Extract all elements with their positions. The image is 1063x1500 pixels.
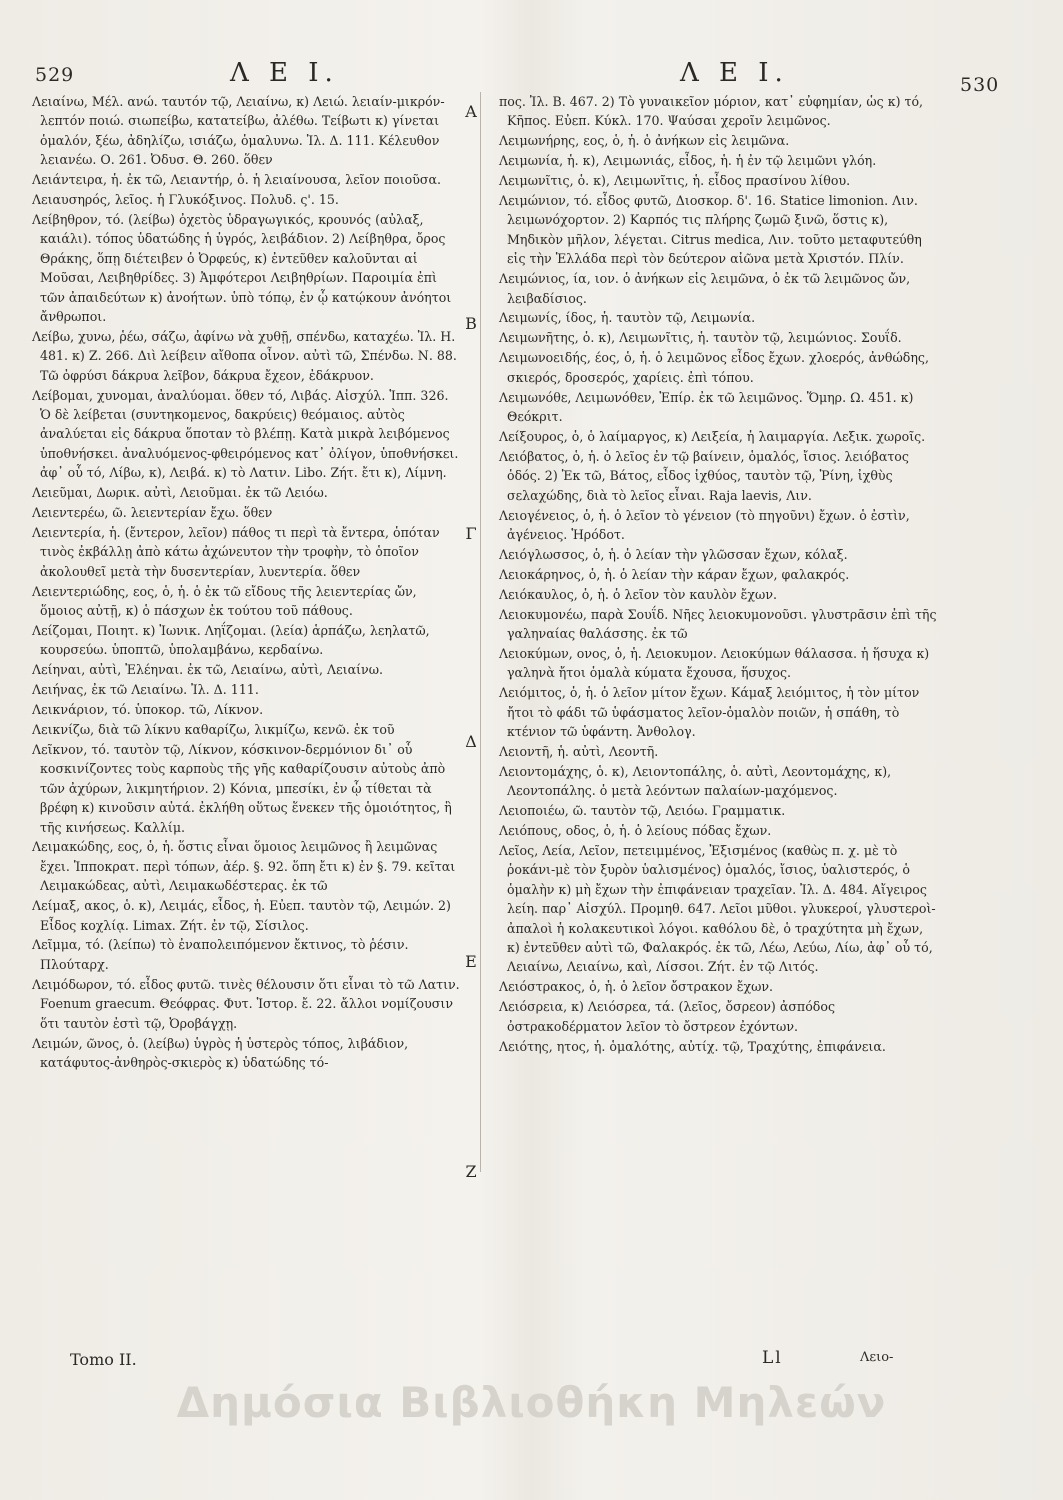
margin-letter: Α bbox=[465, 102, 477, 121]
dictionary-entry: Λειόπους, οδος, ὁ, ἡ. ὁ λείους πόδας ἔχων. bbox=[499, 823, 772, 839]
dictionary-entry: Λειόγλωσσος, ὁ, ἡ. ὁ λείαν τὴν γλῶσσαν ἔχων, κόλαξ. bbox=[499, 546, 848, 562]
dictionary-entry: Λεῖκνον, τό. ταυτὸν τῷ, Λίκνον, κόσκινον-δερμόνιον δι᾽ οὗ κοσκινίζοντες τοὺς καρποὺς τῆς γῆς καθαρίζουσιν αὐτοὺς ἀπὸ τῶν ἀχύρων, λικμητήριον. 2) Κόνια, μπεσίκι, ἐν ᾧ τίθεται τὰ βρέφη κ) κινοῦσιν αὐτά. ἐκλήθη οὕτως ἕνεκεν τῆς ὁμοιότητος, ἣ τῆς κινήσεως. Καλλίμ. bbox=[32, 741, 452, 835]
dictionary-entry: Λειόκαυλος, ὁ, ἡ. ὁ λεῖον τὸν καυλὸν ἔχων. bbox=[499, 586, 777, 602]
dictionary-entry: Λειμώνιος, ία, ιον. ὁ ἀνήκων εἰς λειμῶνα, ὁ ἐκ τῶ λειμῶνος ὤν, λειβαδίσιος. bbox=[499, 271, 911, 306]
dictionary-entry: Λειαυσηρός, λεῖος. ἡ Γλυκόξινος. Πολυδ. ς'. 15. bbox=[32, 192, 339, 208]
dictionary-entry: Λειμωνήρης, εος, ὁ, ἡ. ὁ ἀνήκων εἰς λειμῶνα. bbox=[499, 133, 790, 149]
dictionary-entry: Λείβηθρον, τό. (λείβω) ὀχετὸς ὑδραγωγικός, κρουνός (αὐλαξ, καιάλι). τόπος ὑδατώδης ἡ ὑγρός, λειβάδιον. 2) Λείβηθρα, ὄρος Θράκης, ὅπῃ διέτειβεν ὁ Ὀρφεύς, κ) ἐντεῦθεν καλοῦνται αἱ Μοῦσαι, Λειβηθρίδες. 3) Ἀμφότεροι Λειβηθρίων. Παροιμία ἐπὶ τῶν ἀπαιδεύτων κ) ἀνοήτων. ὑπὸ τόπῳ, ἐν ᾧ κατῴκουν ἀνόητοι ἄνθρωποι. bbox=[32, 211, 452, 324]
dictionary-entry: Λειεντερία, ἡ. (ἔντερον, λεῖον) πάθος τι περὶ τὰ ἔντερα, ὁπόταν τινὸς ἐκβάλλῃ ἀπὸ κάτω ἀχώνευτον τὴν τροφὴν, τὸ ὁποῖον ἀκολουθεῖ μετὰ τὴν δυσεντερίαν, λυεντερία. ὅθεν bbox=[32, 524, 440, 579]
left-column-heading: Λ Ε Ι. bbox=[230, 58, 339, 88]
dictionary-entry: Λείβομαι, χυνομαι, ἀναλύομαι. ὅθεν τό, Λιβάς. Αἰσχύλ. Ἱππ. 326. Ὁ δὲ λείβεται (συντηκομενος, δακρύεις) θεόμαιος. αὐτὸς ἀναλύεται εἰς δάκρυα ὅποταν τὸ βλέπῃ. Κατὰ μικρὰ λειβόμενος ὑποθνήσκει. ἀναλυόμενος-φθειρόμενος κατ᾽ ὀλίγον, ὑποθνήσκει. ἀφ᾽ οὗ τό, Λίβω, κ), Λειβά. κ) τὸ Λατιν. Libo. Ζήτ. ἔτι κ), Λίμνη. bbox=[32, 387, 459, 481]
dictionary-entry: Λειμωνοειδής, έος, ὁ, ἡ. ὁ λειμῶνος εἶδος ἔχων. χλοερός, ἀνθώδης, σκιερός, δροσερός, χαρίεις. ἐπὶ τόπου. bbox=[499, 350, 929, 385]
dictionary-entry: Λειμώνιον, τό. εἶδος φυτῶ, Διοσκορ. δ'. 16. Statice limonion. Λιν. λειμωνόχορτον. 2) Καρπός τις πλήρης ζωμῶ ξινῶ, ὅστις κ), Μηδικὸν μῆλον, λέγεται. Citrus medica, Λιν. τοῦτο μεταφυτεύθη εἰς τὴν Ἑλλάδα περὶ τὸν δεύτερον αἰῶνα μετὰ Χριστόν. Πλίν. bbox=[499, 193, 922, 267]
dictionary-entry: Λειμών, ῶνος, ὁ. (λείβω) ὑγρὸς ἡ ὑστερὸς τόπος, λιβάδιον, κατάφυτος-ἀνθηρὸς-σκιερὸς κ) ὑδατώδης τό- bbox=[32, 1035, 409, 1070]
dictionary-entry: Λειεῦμαι, Δωρικ. αὐτὶ, Λειοῦμαι. ἐκ τῶ Λειόω. bbox=[32, 485, 328, 501]
dictionary-entry: Λειμωνῆτης, ὁ. κ), Λειμωνῖτις, ἡ. ταυτὸν τῷ, λειμώνιος. Σουΐδ. bbox=[499, 330, 902, 346]
dictionary-entry: Λειόσρεια, κ) Λειόσρεα, τά. (λεῖος, ὄσρεον) ἀσπόδος ὀστρακοδέρματον λεῖον τὸ ὄστρεον ἐχόντων. bbox=[499, 999, 835, 1034]
margin-letter: Ε bbox=[465, 952, 477, 971]
dictionary-entry: Λειόμιτος, ὁ, ἡ. ὁ λεῖον μίτον ἔχων. Κάμαξ λειόμιτος, ἡ τὸν μίτον ἤτοι τὸ φάδι τῶ ὑφάσματος λεῖον-ὁμαλὸν ποιῶν, ἡ σπάθη, τὸ κτένιον τῶ ὑφάντη. Ἀνθολογ. bbox=[499, 685, 920, 739]
dictionary-entry: Λείηναι, αὐτὶ, Ἐλέηναι. ἐκ τῶ, Λειαίνω, αὐτὶ, Λειαίνω. bbox=[32, 662, 383, 678]
dictionary-entry: Λειμωνῖτις, ὁ. κ), Λειμωνῖτις, ἡ. εἶδος πρασίνου λίθου. bbox=[499, 173, 851, 189]
catchword: Λειο- bbox=[860, 1350, 894, 1365]
dictionary-entry: Λειογένειος, ὁ, ἡ. ὁ λεῖον τὸ γένειον (τὸ πηγοῦνι) ἔχων. ὁ ἐστὶν, ἀγένειος. Ἡρόδοτ. bbox=[499, 507, 910, 542]
margin-letter: Γ bbox=[465, 524, 477, 543]
margin-letter: Ζ bbox=[465, 1162, 477, 1181]
dictionary-entry: Λειόβατος, ὁ, ἡ. ὁ λεῖος ἐν τῷ βαίνειν, ὁμαλός, ἴσιος. λειόβατος ὁδός. 2) Ἐκ τῶ, Βάτος, εἶδος ἰχθύος, ταυτὸν τῷ, Ῥίνη, ἰχθὺς σελαχώδης, διὰ τὸ λεῖος εἶναι. Raja laevis, Λιν. bbox=[499, 448, 909, 503]
right-column-heading: Λ Ε Ι. bbox=[680, 58, 789, 88]
dictionary-entry: Λειοκάρηνος, ὁ, ἡ. ὁ λείαν τὴν κάραν ἔχων, φαλακρός. bbox=[499, 566, 850, 582]
dictionary-entry: Λεικνίζω, διὰ τῶ λίκνυ καθαρίζω, λικμίζω, κενῶ. ἐκ τοῦ bbox=[32, 722, 395, 737]
dictionary-entry: Λειόστρακος, ὁ, ἡ. ὁ λεῖον ὄστρακον ἔχων. bbox=[499, 979, 774, 995]
dictionary-entry: Λείζομαι, Ποιητ. κ) Ἰωνικ. Ληΐζομαι. (λεία) ἁρπάζω, λεηλατῶ, κουρσεύω. ὑποπτῶ, ὑπολαμβάνω, κερδαίνω. bbox=[32, 622, 430, 658]
dictionary-entry: Λειμωνία, ἡ. κ), Λειμωνιάς, εἶδος, ἡ. ἡ ἐν τῷ λειμῶνι γλόη. bbox=[499, 153, 877, 169]
right-page-number: 530 bbox=[960, 74, 1000, 96]
dictionary-entry: Λειμωνίς, ίδος, ἡ. ταυτὸν τῷ, Λειμωνία. bbox=[499, 310, 756, 326]
dictionary-entry: Λειοκυμονέω, παρὰ Σουΐδ. Νῆες λειοκυμονοῦσι. γλυστρᾶσιν ἐπὶ τῆς γαληναίας θαλάσσης. ἐκ τῶ bbox=[499, 606, 937, 641]
margin-letter: Δ bbox=[465, 732, 477, 751]
dictionary-entry: Λειαίνω, Μέλ. ανώ. ταυτόν τῷ, Λειαίνω, κ) Λειώ. λειαίν-μικρόν-λεπτόν ποιώ. σιωπείβω, κατατείβω, ἀλέθω. Τείβωτι κ) γίνεται ὁμαλόν, ξέω, ἀδηλίζω, ισιάζω, ὁμαλυνω. Ἰλ. Δ. 111. Κέλευθον λειανέω. Ο. 261. Ὀδυσ. Θ. 260. ὅθεν bbox=[32, 94, 445, 168]
dictionary-entry: Λειοκύμων, ονος, ὁ, ἡ. Λειοκυμον. Λειοκύμων θάλασσα. ἡ ἥσυχα κ) γαληνὰ ἤτοι ὁμαλὰ κύματα ἔχουσα, ἥσυχος. bbox=[499, 645, 930, 681]
dictionary-entry: Λειεντερέω, ῶ. λειεντερίαν ἔχω. ὅθεν bbox=[32, 505, 273, 521]
dictionary-entry: Λειάντειρα, ἡ. ἐκ τῶ, Λειαντήρ, ὁ. ἡ λειαίνουσα, λεῖον ποιοῦσα. bbox=[32, 172, 441, 188]
dictionary-entry: Λείβω, χυνω, ῥέω, σάζω, ἀφίνω νὰ χυθῇ, σπένδω, καταχέω. Ἰλ. Η. 481. κ) Ζ. 266. Διὶ λείβειν αἴθοπα οἶνον. αὐτὶ τῶ, Σπένδω. Ν. 88. Τῶ ὀφρύσι δάκρυα λεῖβον, δάκρυα ἔχεον, ἐδάκρυον. bbox=[32, 328, 457, 383]
dictionary-entry: Λειμακώδης, εος, ὁ, ἡ. ὅστις εἶναι ὅμοιος λειμῶνος ἢ λειμῶνας ἔχει. Ἱπποκρατ. περὶ τόπων, ἀέρ. §. 92. ὅπη ἔτι κ) ἐν §. 79. κεῖται Λειμακώδεας, αὐτὶ, Λειμακωδέστερας. ἐκ τῶ bbox=[32, 839, 456, 894]
signature-mark: Ll bbox=[762, 1348, 783, 1368]
dictionary-entry: Λειοντομάχης, ὁ. κ), Λειοντοπάλης, ὁ. αὐτὶ, Λεοντομάχης, κ), Λεοντοπάλης. ὁ μετὰ λεόντων παλαίων-μαχόμενος. bbox=[499, 763, 892, 799]
dictionary-entry: Λειότης, ητος, ἡ. ὁμαλότης, αὐτίχ. τῷ, Τραχύτης, ἐπιφάνεια. bbox=[499, 1038, 886, 1054]
dictionary-entry: Λειήνας, ἐκ τῶ Λειαίνω. Ἰλ. Δ. 111. bbox=[32, 682, 259, 698]
left-column bbox=[30, 92, 460, 1073]
margin-section-letters bbox=[456, 92, 486, 1212]
library-watermark: Δημόσια Βιβλιοθήκη Μηλεών bbox=[176, 1378, 887, 1427]
dictionary-entry: Λειοντῆ, ἡ. αὐτὶ, Λεοντῆ. bbox=[499, 743, 659, 759]
dictionary-entry: Λειεντεριώδης, εος, ὁ, ἡ. ὁ ἐκ τῶ εἴδους τῆς λειεντερίας ὤν, ὅμοιος αὐτῇ, κ) ὁ πάσχων ἐκ τούτου τοῦ πάθους. bbox=[32, 583, 417, 619]
right-column bbox=[497, 92, 937, 1056]
dictionary-entry: Λειοποιέω, ῶ. ταυτὸν τῷ, Λειόω. Γραμματικ. bbox=[499, 803, 786, 819]
dictionary-entry: Λεῖος, Λεία, Λεῖον, πετειμμένος, Ἐξισμένος (καθὼς π. χ. μὲ τὸ ῥοκάνι-μὲ τὸν ξυρὸν ὑαλισμένος) ὁμαλός, ἴσιος, ὑαλιστερός, ὁ ὁμαλὴν κ) μὴ ἔχων τὴν ἐπιφάνειαν τραχεῖαν. Ἰλ. Δ. 484. Αἴγειρος λείη. παρ᾽ Αἰσχύλ. Προμηθ. 647. Λεῖοι μῦθοι. γλυκεροί, γλυστεροὶ-ἀπαλοὶ ἡ κολακευτικοὶ λόγοι. καθόλου δὲ, ὁ τραχύτητα μὴ ἔχων, κ) ἐντεῦθεν αὐτὶ τῶ, Φαλακρός. ἐκ τῶ, Λέω, Λεύω, Λίω, ἀφ᾽ οὗ τό, Λειαίνω, Λειαίνω, καὶ, Λίσσοι. Ζήτ. ἐν τῷ Λιτός. bbox=[499, 842, 936, 975]
dictionary-entry: Λείμαξ, ακος, ὁ. κ), Λειμάς, εἶδος, ἡ. Εὐεπ. ταυτὸν τῷ, Λειμών. 2) Εἶδος κοχλίᾳ. Limax. Ζήτ. ἐν τῷ, Σίσιλος. bbox=[32, 898, 451, 933]
dictionary-entry: Λεικνάριον, τό. ὑποκορ. τῶ, Λίκνον. bbox=[32, 702, 264, 718]
dictionary-entry: Λειμόδωρον, τό. εἶδος φυτῶ. τινὲς θέλουσιν ὅτι εἶναι τὸ τῶ Λατιν. Foenum graecum. Θεόφρας. Φυτ. Ἱστορ. ἔ. 22. ἄλλοι νομίζουσιν ὅτι ταυτὸν ἐστὶ τῷ, Ὀροβάγχῃ. bbox=[32, 976, 460, 1031]
dictionary-entry: Λεῖμμα, τό. (λείπω) τὸ ἐναπολειπόμενον ἔκτινος, τὸ ῥέσιν. Πλούταρχ. bbox=[32, 937, 409, 972]
margin-letter: Β bbox=[465, 314, 477, 333]
dictionary-entry: Λειμωνόθε, Λειμωνόθεν, Ἐπίρ. ἐκ τῶ λειμῶνος. Ὅμηρ. Ω. 451. κ) Θεόκριτ. bbox=[499, 389, 914, 424]
dictionary-entry: πος. Ἰλ. Β. 467. 2) Τὸ γυναικεῖον μόριον, κατ᾽ εὐφημίαν, ὡς κ) τό, Κῆπος. Εὐεπ. Κύκλ. 170. Ψαύσαι χεροῖν λειμῶνος. bbox=[499, 94, 924, 129]
dictionary-entry: Λείξουρος, ὁ, ὁ λαίμαργος, κ) Λειξεία, ἡ λαιμαργία. Λεξικ. χωροῖς. bbox=[499, 428, 926, 444]
volume-label: Tomo II. bbox=[70, 1350, 137, 1369]
left-page-number: 529 bbox=[35, 64, 75, 86]
